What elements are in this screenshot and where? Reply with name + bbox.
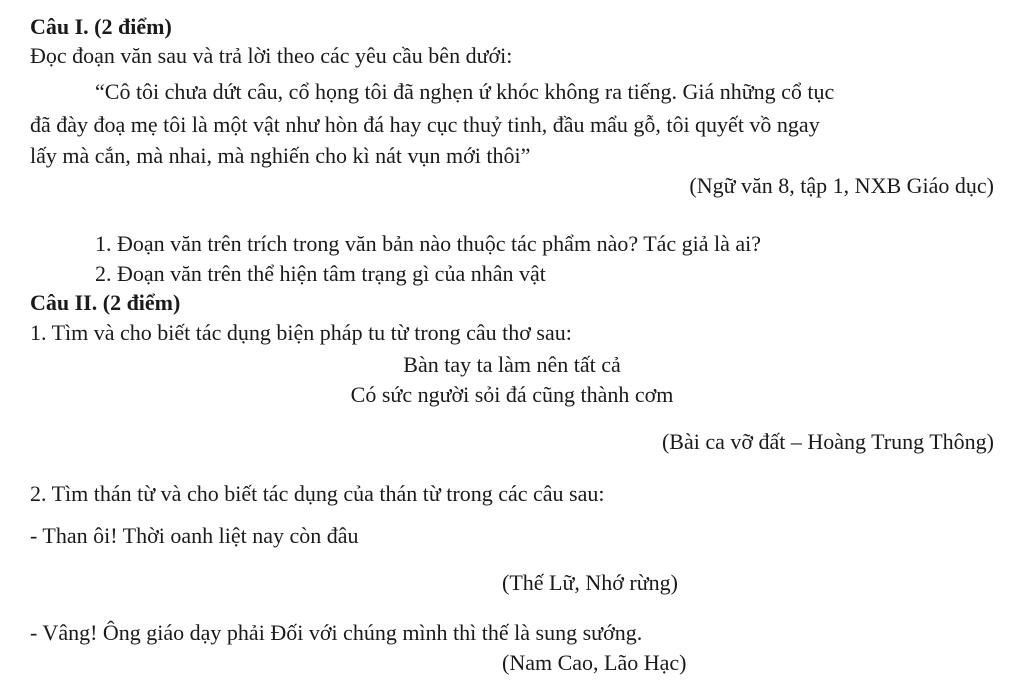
- passage-source: (Ngữ văn 8, tập 1, NXB Giáo dục): [689, 173, 994, 198]
- poem-source: (Bài ca vỡ đất – Hoàng Trung Thông): [661, 429, 994, 454]
- question-2: 2. Đoạn văn trên thể hiện tâm trạng gì của nhân vật: [95, 261, 546, 286]
- section1-heading: Câu I. (2 điểm): [30, 14, 172, 39]
- section2-question-2: 2. Tìm thán từ và cho biết tác dụng của thán từ trong các câu sau:: [30, 481, 605, 506]
- section1-instruction: Đọc đoạn văn sau và trả lời theo các yêu cầu bên dưới:: [30, 43, 513, 68]
- example-1: - Than ôi! Thời oanh liệt nay còn đâu: [30, 523, 359, 548]
- passage-line-3: lấy mà cắn, mà nhai, mà nghiến cho kì nát vụn mới thôi”: [30, 143, 531, 168]
- passage-line-2: đã đày đoạ mẹ tôi là một vật như hòn đá hay cục thuỷ tinh, đầu mẩu gỗ, tôi quyết vồ ngay: [30, 112, 820, 137]
- example-2: - Vâng! Ông giáo dạy phải Đối với chúng mình thì thế là sung sướng.: [30, 620, 643, 645]
- poem-line-2: Có sức người sỏi đá cũng thành cơm: [350, 382, 674, 407]
- poem-line-1: Bàn tay ta làm nên tất cả: [403, 352, 621, 377]
- section2-question-1: 1. Tìm và cho biết tác dụng biện pháp tu từ trong câu thơ sau:: [30, 320, 572, 345]
- question-1: 1. Đoạn văn trên trích trong văn bản nào thuộc tác phẩm nào? Tác giả là ai?: [95, 231, 762, 256]
- example-2-source: (Nam Cao, Lão Hạc): [502, 650, 687, 675]
- section2-heading: Câu II. (2 điểm): [30, 290, 181, 315]
- example-1-source: (Thế Lữ, Nhớ rừng): [502, 570, 678, 595]
- passage-line-1: “Cô tôi chưa dứt câu, cổ họng tôi đã nghẹn ứ khóc không ra tiếng. Giá những cổ tục: [95, 79, 835, 104]
